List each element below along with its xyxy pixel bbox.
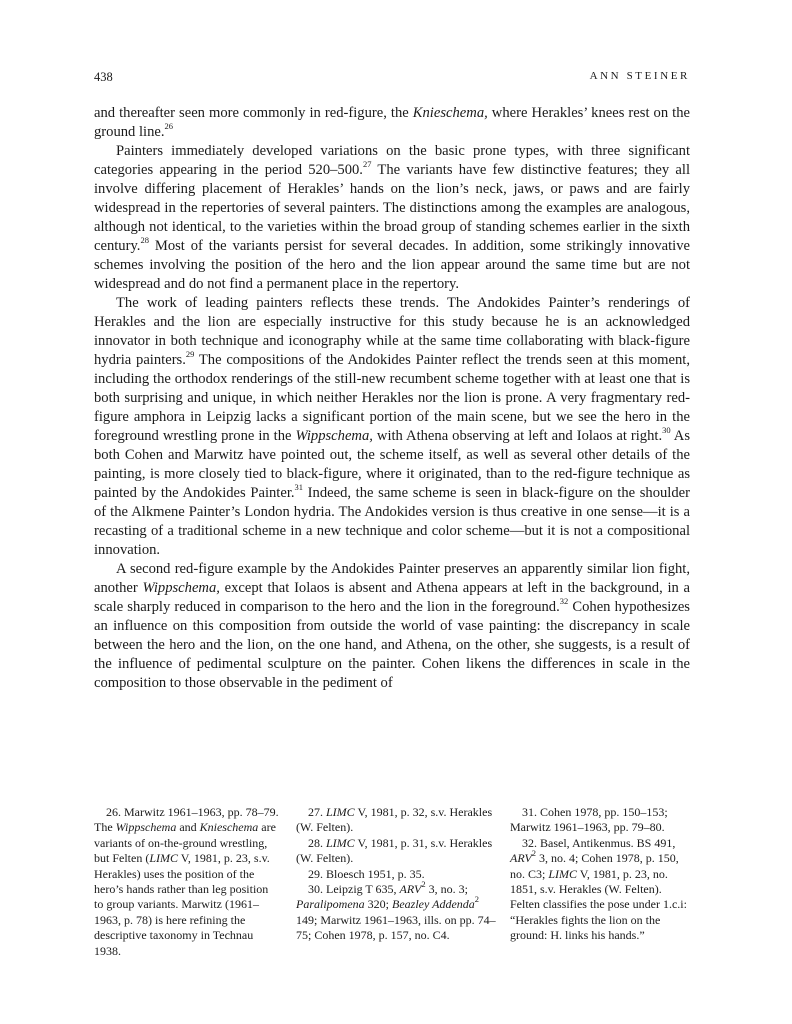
main-text xyxy=(94,104,690,693)
footnote-ref-27[interactable]: 27 xyxy=(362,159,372,170)
footnotes-column-1 xyxy=(94,805,280,959)
footnote-30: 30. Leipzig T 635, ARV$^2$ 3, no. 3; Paralipomena 320; Beazley Addenda$^2$ 149; Marwitz 1961–1963, ills. on pp. 74–75; Cohen 1978, p. 157, no. C4. xyxy=(296,879,496,943)
footnote-31: 31. Cohen 1978, pp. 150–153; Marwitz 1961–1963, pp. 79–80. xyxy=(510,805,668,835)
paragraph-1: and thereafter seen more commonly in red-figure, the Knieschema, where Herakles’ knees rest on the ground line.$^{26}$ xyxy=(94,105,690,140)
footnote-32: 32. Basel, Antikenmus. BS 491, ARV$^2$ 3, no. 4; Cohen 1978, p. 150, no. C3; LIMC V, 1981, p. 23, no. 1851, s.v. Herakles (W. Felten). Felten classifies the pose under 1.c.i: “Herakles fights the lion on the ground: H. links his hands.” xyxy=(510,835,687,943)
footnote-ref-31[interactable]: 31 xyxy=(294,482,304,493)
footnote-29: 29. Bloesch 1951, p. 35. xyxy=(308,866,425,881)
footnote-27: 27. LIMC V, 1981, p. 32, s.v. Herakles (W. Felten). xyxy=(296,805,493,835)
footnote-28: 28. LIMC V, 1981, p. 31, s.v. Herakles (W. Felten). xyxy=(296,835,493,866)
footnotes-column-3 xyxy=(510,805,692,944)
running-head-author: ANN STEINER xyxy=(589,70,690,82)
page-number: 438 xyxy=(94,70,113,84)
footnote-ref-28[interactable]: 28 xyxy=(140,235,149,246)
footnote-ref-30[interactable]: 30 xyxy=(662,425,671,436)
paragraph-2: Painters immediately developed variations on the basic prone types, with three significant categories appearing in the period 520–500.27 The variants have few distinctive features; they all involve differing placement of Herakles’ hands on the lion’s neck, jaws, or paws and are fairly widespread in the repertories of several painters. The distinctions among the examples are analogous, although not identical, to the varieties within the broad group of standing schemes earlier in the sixth century.$^{28}$ Most of the variants persist for several decades. In addition, some strikingly innovative schemes involving the position of the hero and the lion appear around the same time but are not widespread and do not find a permanent place in the repertory. xyxy=(94,143,690,292)
paragraph-4: A second red-figure example by the Andokides Painter preserves an apparently similar lion fight, another Wippschema, except that Iolaos is absent and Athena appears at left in the background, in a scale sharply reduced in comparison to the hero and the lion in the foreground.$^{32}$ Cohen hypothesizes an influence on this composition from outside the world of vase painting: the discrepancy in scale between the hero and the lion, on the one hand, and Athena, on the other, she suggests, is a result of the influence of pedimental sculpture on the painter. Cohen likens the differences in scale in the composition to those observable in the pediment of xyxy=(94,561,690,691)
footnote-ref-29[interactable]: 29 xyxy=(185,349,195,360)
footnotes-column-2 xyxy=(296,805,496,944)
footnote-ref-32[interactable]: 32 xyxy=(559,596,569,607)
running-header xyxy=(94,70,690,90)
footnote-26: 26. Marwitz 1961–1963, pp. 78–79. The Wippschema and Knieschema are variants of on-the-ground wrestling, but Felten (LIMC V, 1981, p. 23, s.v. Herakles) uses the position of the hero’s hands rather than leg position to group variants. Marwitz (1961–1963, p. 78) is here refining the descriptive taxonomy in Technau 1938. xyxy=(94,805,279,958)
footnote-ref-26[interactable]: 26 xyxy=(164,121,174,132)
paragraph-3: The work of leading painters reflects these trends. The Andokides Painter’s renderings of Herakles and the lion are especially instructive for this study because he is an acknowledged innovator in both technique and iconography while at the same time collaborating with black-figure hydria painters.$^{29}$ The compositions of the Andokides Painter reflect the trends seen at this moment, including the orthodox renderings of the still-new recumbent scheme together with at least one that is both surprising and unique, in which neither Herakles nor the lion is prone. A very fragmentary red-figure amphora in Leipzig lacks a significant portion of the main scene, but we see the hero in the foreground wrestling prone in the Wippschema, with Athena observing at left and Iolaos at right.$^{30}$ As both Cohen and Marwitz have pointed out, the scheme itself, as well as several other details of the painting, is more closely tied to black-figure, where it originated, than to the red-figure technique as painted by the Andokides Painter.$^{31}$ Indeed, the same scheme is seen in black-figure on the shoulder of the Alkmene Painter’s London hydria. The Andokides version is thus creative in one sense—it is a recasting of a traditional scheme in a new technique and color scheme—but it is not a compositional innovation. xyxy=(94,295,690,558)
